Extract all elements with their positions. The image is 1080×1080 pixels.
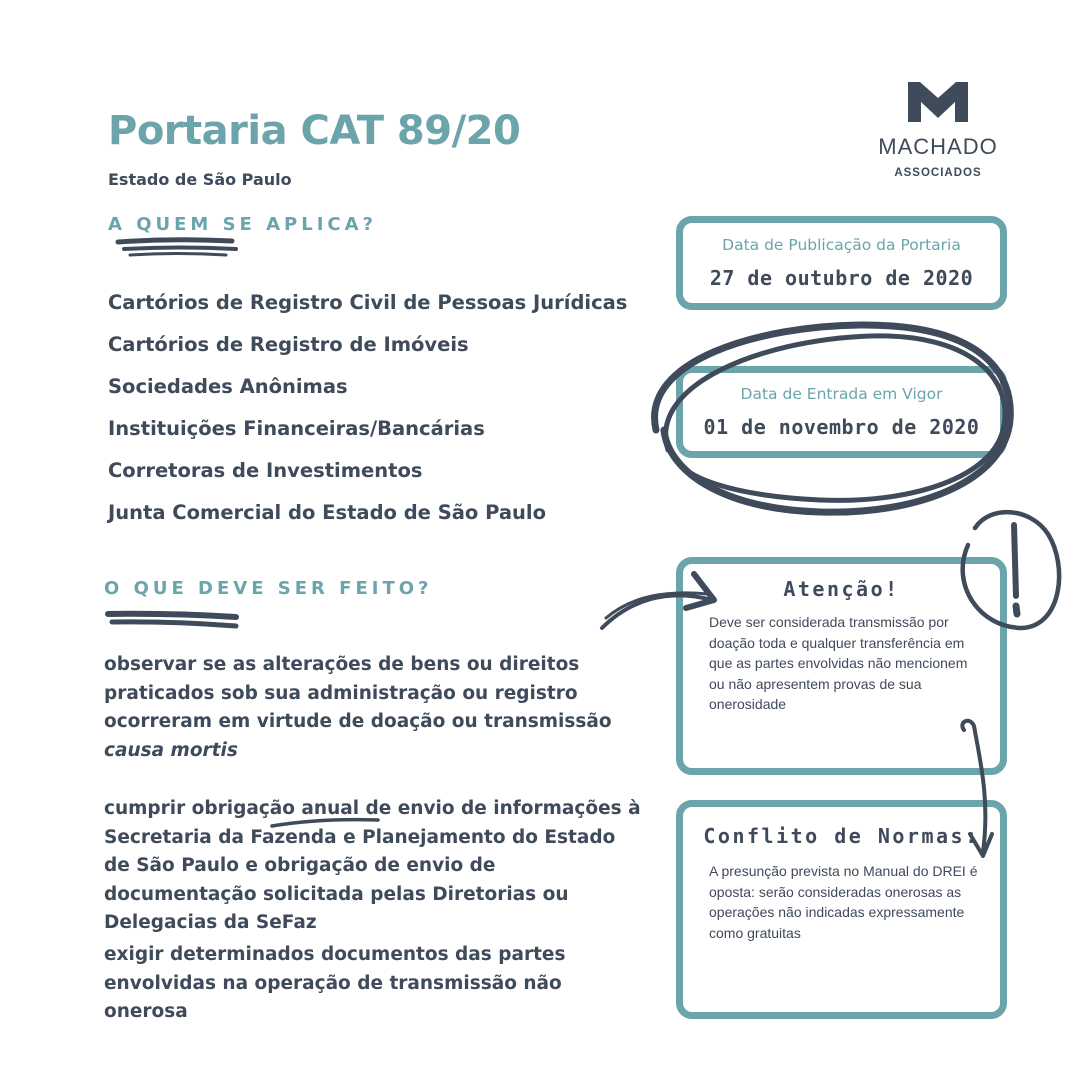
attention-body: Deve ser considerada transmissão por doação toda e qualquer transferência em que as partes envolvidas não mencionem ou não apresentem provas de sua onerosidade: [709, 614, 968, 712]
todo-item-observe: [104, 651, 644, 765]
todo-item-require: exigir determinados documentos das partes envolvidas na operação de transmissão não onerosa: [104, 944, 566, 1022]
section-heading-apply: A QUEM SE APLICA?: [108, 214, 377, 235]
publication-date-value: 27 de outubro de 2020: [709, 266, 974, 290]
todo-item-comply: cumprir obrigação anual de envio de informações à Secretaria da Fazenda e Planejamento do Estado de São Paulo e obrigação de envio de documentação solicitada pelas Diretorias ou Delegacias da SeFaz: [104, 798, 641, 933]
list-item: Instituições Financeiras/Bancárias: [108, 417, 485, 440]
brush-underline-icon: [118, 240, 236, 255]
conflict-body: A presunção prevista no Manual do DREI é oposta: serão consideradas onerosas as operações não indicadas expressamente como gratuitas: [709, 863, 978, 941]
publication-date-label: Data de Publicação da Portaria: [722, 236, 961, 254]
list-item: Junta Comercial do Estado de São Paulo: [108, 501, 546, 524]
brand-name: MACHADO: [878, 134, 998, 159]
todo-item-observe-text: observar se as alterações de bens ou direitos praticados sob sua administração ou registro ocorreram em virtude de doação ou transmissão: [104, 654, 612, 732]
brand-tagline: ASSOCIADOS: [894, 167, 982, 179]
list-item: Cartórios de Registro Civil de Pessoas Jurídicas: [108, 291, 628, 314]
effective-date-card: [676, 366, 1007, 458]
todo-item-observe-italic: causa mortis: [104, 739, 238, 761]
list-item: Sociedades Anônimas: [108, 375, 348, 398]
publication-date-card: [676, 216, 1007, 310]
attention-title: Atenção!: [783, 577, 900, 601]
attention-card: [676, 557, 1007, 775]
page-subtitle: Estado de São Paulo: [108, 170, 292, 189]
conflict-title: Conflito de Normas:: [703, 824, 980, 848]
brush-underline-icon: [108, 614, 236, 626]
section-heading-todo: O QUE DEVE SER FEITO?: [104, 578, 433, 599]
effective-date-label: Data de Entrada em Vigor: [740, 385, 943, 403]
list-item: Cartórios de Registro de Imóveis: [108, 333, 469, 356]
list-item: Corretoras de Investimentos: [108, 459, 423, 482]
conflict-card: [676, 800, 1007, 1019]
page-title: Portaria CAT 89/20: [108, 108, 521, 154]
apply-list: [108, 290, 627, 542]
effective-date-value: 01 de novembro de 2020: [703, 415, 980, 439]
